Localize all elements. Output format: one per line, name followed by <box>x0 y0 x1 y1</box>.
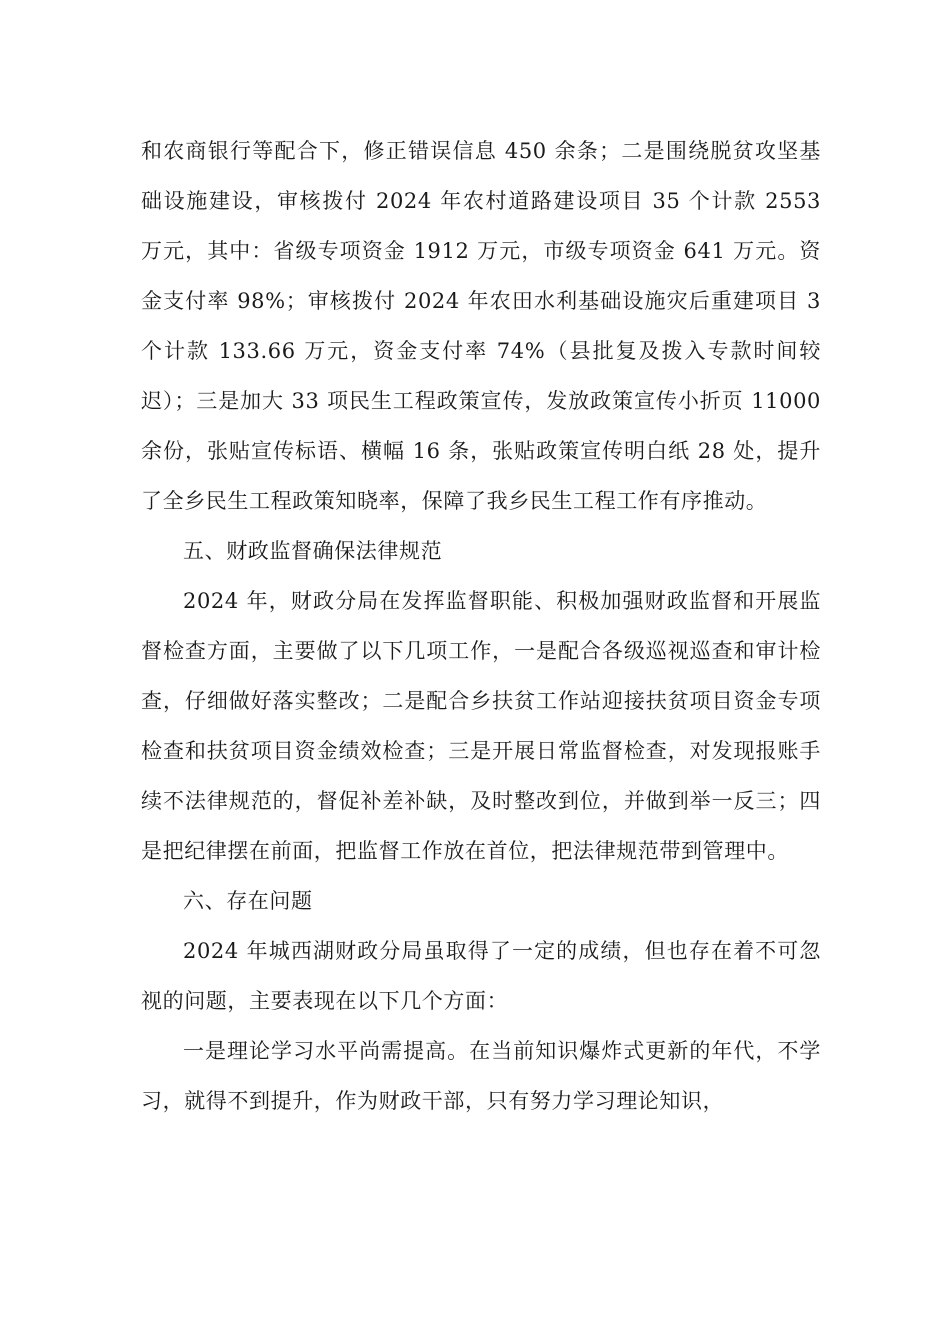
paragraph-continuation: 和农商银行等配合下，修正错误信息 450 余条；二是围绕脱贫攻坚基础设施建设，审核拨付 2024 年农村道路建设项目 35 个计款 2553 万元，其中：省级专项资金 1912 万元，市级专项资金 641 万元。资金支付率 98%；审核拨付 2024 年农田水利基础设施灾后重建项目 3 个计款 133.66 万元，资金支付率 74%（县批复及拨入专款时间较迟）；三是加大 33 项民生工程政策宣传，发放政策宣传小折页 11000 余份，张贴宣传标语、横幅 16 条，张贴政策宣传明白纸 28 处，提升了全乡民生工程政策知晓率，保障了我乡民生工程工作有序推动。 <box>141 139 821 513</box>
section-heading-six: 六、存在问题 <box>183 889 313 913</box>
paragraph-problems-intro: 2024 年城西湖财政分局虽取得了一定的成绩，但也存在着不可忽视的问题，主要表现在以下几个方面： <box>141 939 821 1013</box>
document-body <box>141 126 821 1126</box>
paragraph-supervision: 2024 年，财政分局在发挥监督职能、积极加强财政监督和开展监督检查方面，主要做了以下几项工作，一是配合各级巡视巡查和审计检查，仔细做好落实整改；二是配合乡扶贫工作站迎接扶贫项目资金专项检查和扶贫项目资金绩效检查；三是开展日常监督检查，对发现报账手续不法律规范的，督促补差补缺，及时整改到位，并做到举一反三；四是把纪律摆在前面，把监督工作放在首位，把法律规范带到管理中。 <box>141 589 821 863</box>
paragraph-problem-one: 一是理论学习水平尚需提高。在当前知识爆炸式更新的年代，不学习，就得不到提升，作为财政干部，只有努力学习理论知识， <box>141 1039 821 1113</box>
section-heading-five: 五、财政监督确保法律规范 <box>183 539 443 563</box>
